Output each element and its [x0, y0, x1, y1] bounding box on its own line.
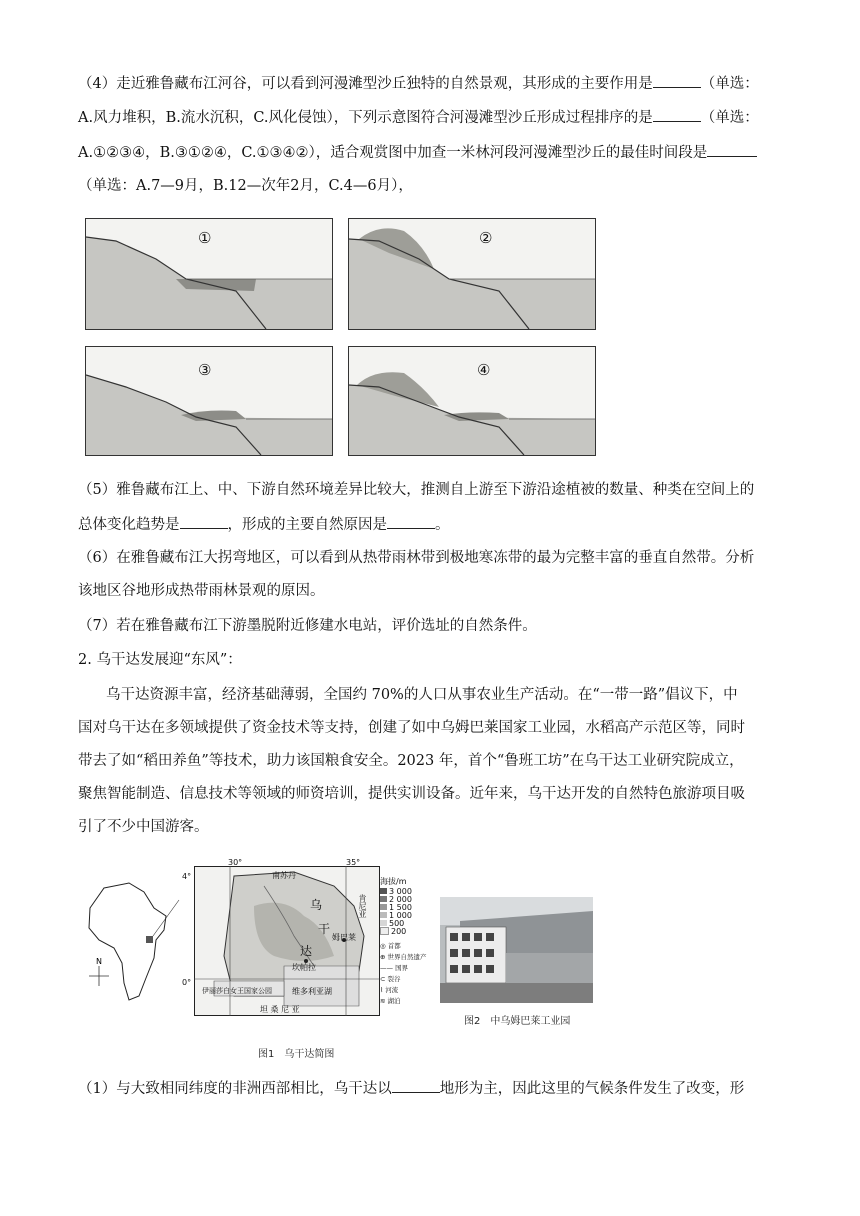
- lat-label-0: 0°: [182, 978, 192, 987]
- label-lake-victoria: 维多利亚湖: [292, 987, 332, 996]
- q7-line-1: [78, 616, 788, 636]
- compass-n: N: [96, 957, 102, 966]
- answer-blank[interactable]: [653, 107, 701, 122]
- legend-row: 1 000: [380, 911, 430, 919]
- label-mbale: 姆巴莱: [332, 933, 356, 942]
- answer-blank[interactable]: [653, 73, 701, 88]
- legend-symbols: ◎ 首都 ⊕ 世界自然遗产 —— 国界 ⊂ 裂谷 ⌇ 河流 ≋ 湖泊: [380, 942, 427, 1005]
- figure-1-caption: 图1 乌干达简图: [258, 1049, 335, 1060]
- q4-text-2b: （单选：: [700, 110, 759, 126]
- answer-blank[interactable]: [392, 1078, 440, 1093]
- q7-text-1: （7）若在雅鲁藏布江下游墨脱附近修建水电站，评价选址的自然条件。: [78, 618, 537, 634]
- lat-label-4: 4°: [182, 872, 192, 881]
- q5-line-2: [78, 514, 788, 535]
- diagram-panel-3: [85, 346, 333, 456]
- section-2-para-line-4: [78, 784, 788, 804]
- label-national-park: 伊丽莎白女王国家公园: [202, 987, 272, 995]
- diagram-panel-4: [348, 346, 596, 456]
- label-country-1: 乌: [310, 898, 323, 912]
- africa-inset-map: [84, 878, 184, 1008]
- q4-line-2: [78, 107, 788, 128]
- q5-text-2a: 总体变化趋势是: [78, 517, 180, 533]
- q4-text-4: （单选：A.7—9月，B.12—次年2月，C.4—6月），: [78, 178, 413, 194]
- q4-text-2: A.风力堆积，B.流水沉积，C.风化侵蚀），下列示意图符合河漫滩型沙丘形成过程排序的是: [78, 110, 653, 126]
- uganda-map: [180, 858, 430, 1038]
- label-tanzania: 坦 桑 尼 亚: [260, 1005, 300, 1014]
- q5-text-2b: ，形成的主要自然原因是: [227, 517, 387, 533]
- label-kampala: 坎帕拉: [292, 963, 316, 972]
- section-2-title: [78, 650, 788, 670]
- q4-line-4: [78, 176, 788, 196]
- q5-text-2c: 。: [435, 517, 450, 533]
- legend-row: 2 000: [380, 895, 430, 903]
- section-2-para-line-2: [78, 718, 788, 738]
- lon-label-30: 30°: [228, 858, 243, 867]
- q6-text-2: 该地区谷地形成热带雨林景观的原因。: [78, 583, 325, 599]
- label-south-sudan: 南苏丹: [272, 871, 296, 880]
- diagram-panel-1: [85, 218, 333, 330]
- q4-line-3: [78, 142, 788, 163]
- q4-text-3: A.①②③④，B.③①②④，C.①③④②），适合观赏图中加查一米林河段河漫滩型沙丘的最佳时间段是: [78, 145, 708, 161]
- legend-row: 200: [380, 927, 430, 935]
- q6-line-2: [78, 581, 788, 601]
- uganda-marker: [146, 936, 153, 943]
- panel-label-2: ②: [479, 229, 493, 247]
- q6-text-1: （6）在雅鲁藏布江大拐弯地区，可以看到从热带雨林带到极地寒冻带的最为完整丰富的垂直自然带。分析: [78, 550, 755, 566]
- map-legend: [380, 876, 430, 1007]
- panel-label-4: ④: [477, 361, 491, 379]
- section-2-para-line-5: [78, 817, 788, 837]
- legend-row: 3 000: [380, 887, 430, 895]
- q6-line-1: [78, 548, 788, 568]
- q5-line-1: [78, 480, 788, 500]
- q2-1-text-a: （1）与大致相同纬度的非洲西部相比，乌干达以: [78, 1081, 392, 1097]
- para-text: 引了不少中国游客。: [78, 819, 209, 835]
- label-kenya: 肯尼亚: [358, 894, 367, 918]
- legend-row: 500: [380, 919, 430, 927]
- panel-label-3: ③: [198, 361, 212, 379]
- section-2-para-line-3: [78, 751, 788, 771]
- industrial-park-photo: [440, 897, 593, 1003]
- q4-line-1: [78, 73, 788, 94]
- panel-label-1: ①: [198, 229, 212, 247]
- answer-blank[interactable]: [707, 142, 757, 157]
- figure-2-caption: 图2 中乌姆巴莱工业园: [464, 1016, 571, 1027]
- answer-blank[interactable]: [387, 514, 435, 529]
- lon-label-35: 35°: [346, 858, 361, 867]
- q2-1-text-b: 地形为主，因此这里的气候条件发生了改变，形: [439, 1081, 745, 1097]
- q5-text-1: （5）雅鲁藏布江上、中、下游自然环境差异比较大，推测自上游至下游沿途植被的数量、种类在空间上的: [78, 482, 755, 498]
- section-2-para-line-1: [106, 685, 816, 705]
- q4-text-1: （4）走近雅鲁藏布江河谷，可以看到河漫滩型沙丘独特的自然景观，其形成的主要作用是: [78, 76, 653, 92]
- para-text: 国对乌干达在多领域提供了资金技术等支持，创建了如中乌姆巴莱国家工业园，水稻高产示范区等，同时: [78, 720, 745, 736]
- label-country-3: 达: [300, 944, 313, 958]
- section-2-title-text: 2. 乌干达发展迎“东风”：: [78, 652, 242, 668]
- q2-1-line-1: [78, 1078, 788, 1099]
- para-text: 乌干达资源丰富，经济基础薄弱，全国约 70%的人口从事农业生产活动。在“一带一路”倡议下，中: [106, 687, 738, 703]
- diagram-panel-2: [348, 218, 596, 330]
- answer-blank[interactable]: [180, 514, 228, 529]
- legend-unit: 海拔/m: [380, 877, 407, 886]
- para-text: 聚焦智能制造、信息技术等领域的师资培训，提供实训设备。近年来，乌干达开发的自然特色旅游项目吸: [78, 786, 745, 802]
- legend-row: 1 500: [380, 903, 430, 911]
- q4-text-1b: （单选：: [700, 76, 759, 92]
- para-text: 带去了如“稻田养鱼”等技术，助力该国粮食安全。2023 年，首个“鲁班工坊”在乌干达工业研究院成立，: [78, 753, 744, 769]
- label-country-2: 干: [318, 922, 331, 936]
